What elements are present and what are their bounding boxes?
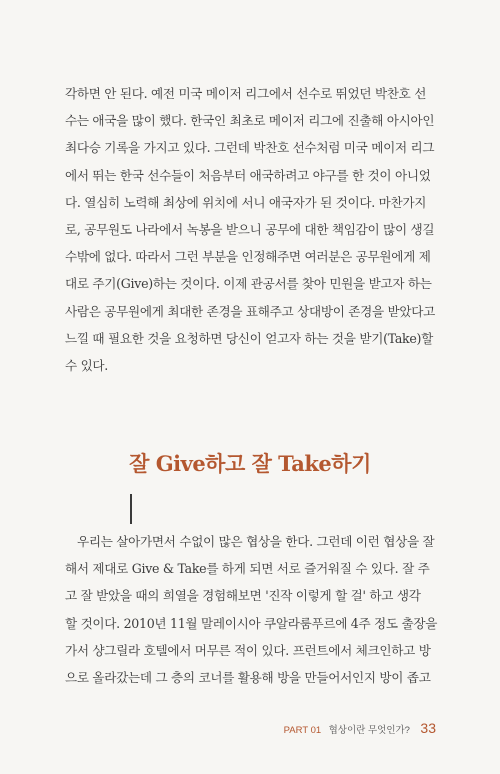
text-line: 우리는 살아가면서 수없이 많은 협상을 한다. 그런데 이런 협상을 잘	[77, 534, 435, 549]
text-line: 로, 공무원도 나라에서 녹봉을 받으니 공무에 대한 책임감이 많이 생길	[65, 221, 435, 237]
text-line: 사람은 공무원에게 최대한 존경을 표해주고 상대방이 존경을 받았다고	[65, 303, 436, 319]
heading-divider-bar	[130, 494, 132, 524]
text-line: 할 것이다. 2010년 11월 말레이시아 쿠알라룸푸르에 4주 정도 출장을	[65, 615, 438, 631]
text-line: 최다승 기록을 가지고 있다. 그런데 박찬호 선수처럼 미국 메이저 리그	[65, 140, 435, 156]
text-line: 수는 애국을 많이 했다. 한국인 최초로 메이저 리그에 진출해 아시아인	[65, 113, 435, 129]
body-paragraph-2	[65, 528, 445, 691]
text-line: 가서 샹그릴라 호텔에서 머무른 적이 있다. 프런트에서 체크인하고 방	[65, 642, 431, 658]
text-line: 각하면 안 된다. 예전 미국 메이저 리그에서 선수로 뛰었던 박찬호 선	[65, 86, 427, 101]
page-number: 33	[420, 720, 436, 736]
text-line: 대로 주기(Give)하는 것이다. 이제 관공서를 찾아 민원을 받고자 하는	[65, 276, 432, 292]
text-line: 고 잘 받았을 때의 희열을 경험해보면 '진작 이렇게 할 걸' 하고 생각	[65, 588, 421, 604]
body-paragraph-1	[65, 80, 445, 379]
page-footer	[284, 720, 436, 738]
text-line: 에서 뛰는 한국 선수들이 처음부터 애국하려고 야구를 한 것이 아니었	[65, 167, 431, 183]
text-line: 느낄 때 필요한 것을 요청하면 당신이 얻고자 하는 것을 받기(Take)할	[65, 330, 434, 346]
text-line: 수밖에 없다. 따라서 그런 부분을 인정해주면 여러분은 공무원에게 제	[65, 249, 431, 265]
text-line: 다. 열심히 노력해 최상에 위치에 서니 애국자가 된 것이다. 마찬가지	[65, 194, 427, 210]
text-line: 수 있다.	[65, 357, 109, 373]
text-line: 해서 제대로 Give & Take를 하게 되면 서로 즐거워질 수 있다. 잘 주	[65, 561, 430, 577]
footer-chapter-title: 협상이란 무엇인가?	[328, 725, 410, 736]
text-line: 으로 올라갔는데 그 층의 코너를 활용해 방을 만들어서인지 방이 좁고	[65, 669, 431, 685]
section-heading: 잘 Give하고 잘 Take하기	[129, 451, 371, 476]
footer-part-label: PART 01	[283, 725, 322, 736]
